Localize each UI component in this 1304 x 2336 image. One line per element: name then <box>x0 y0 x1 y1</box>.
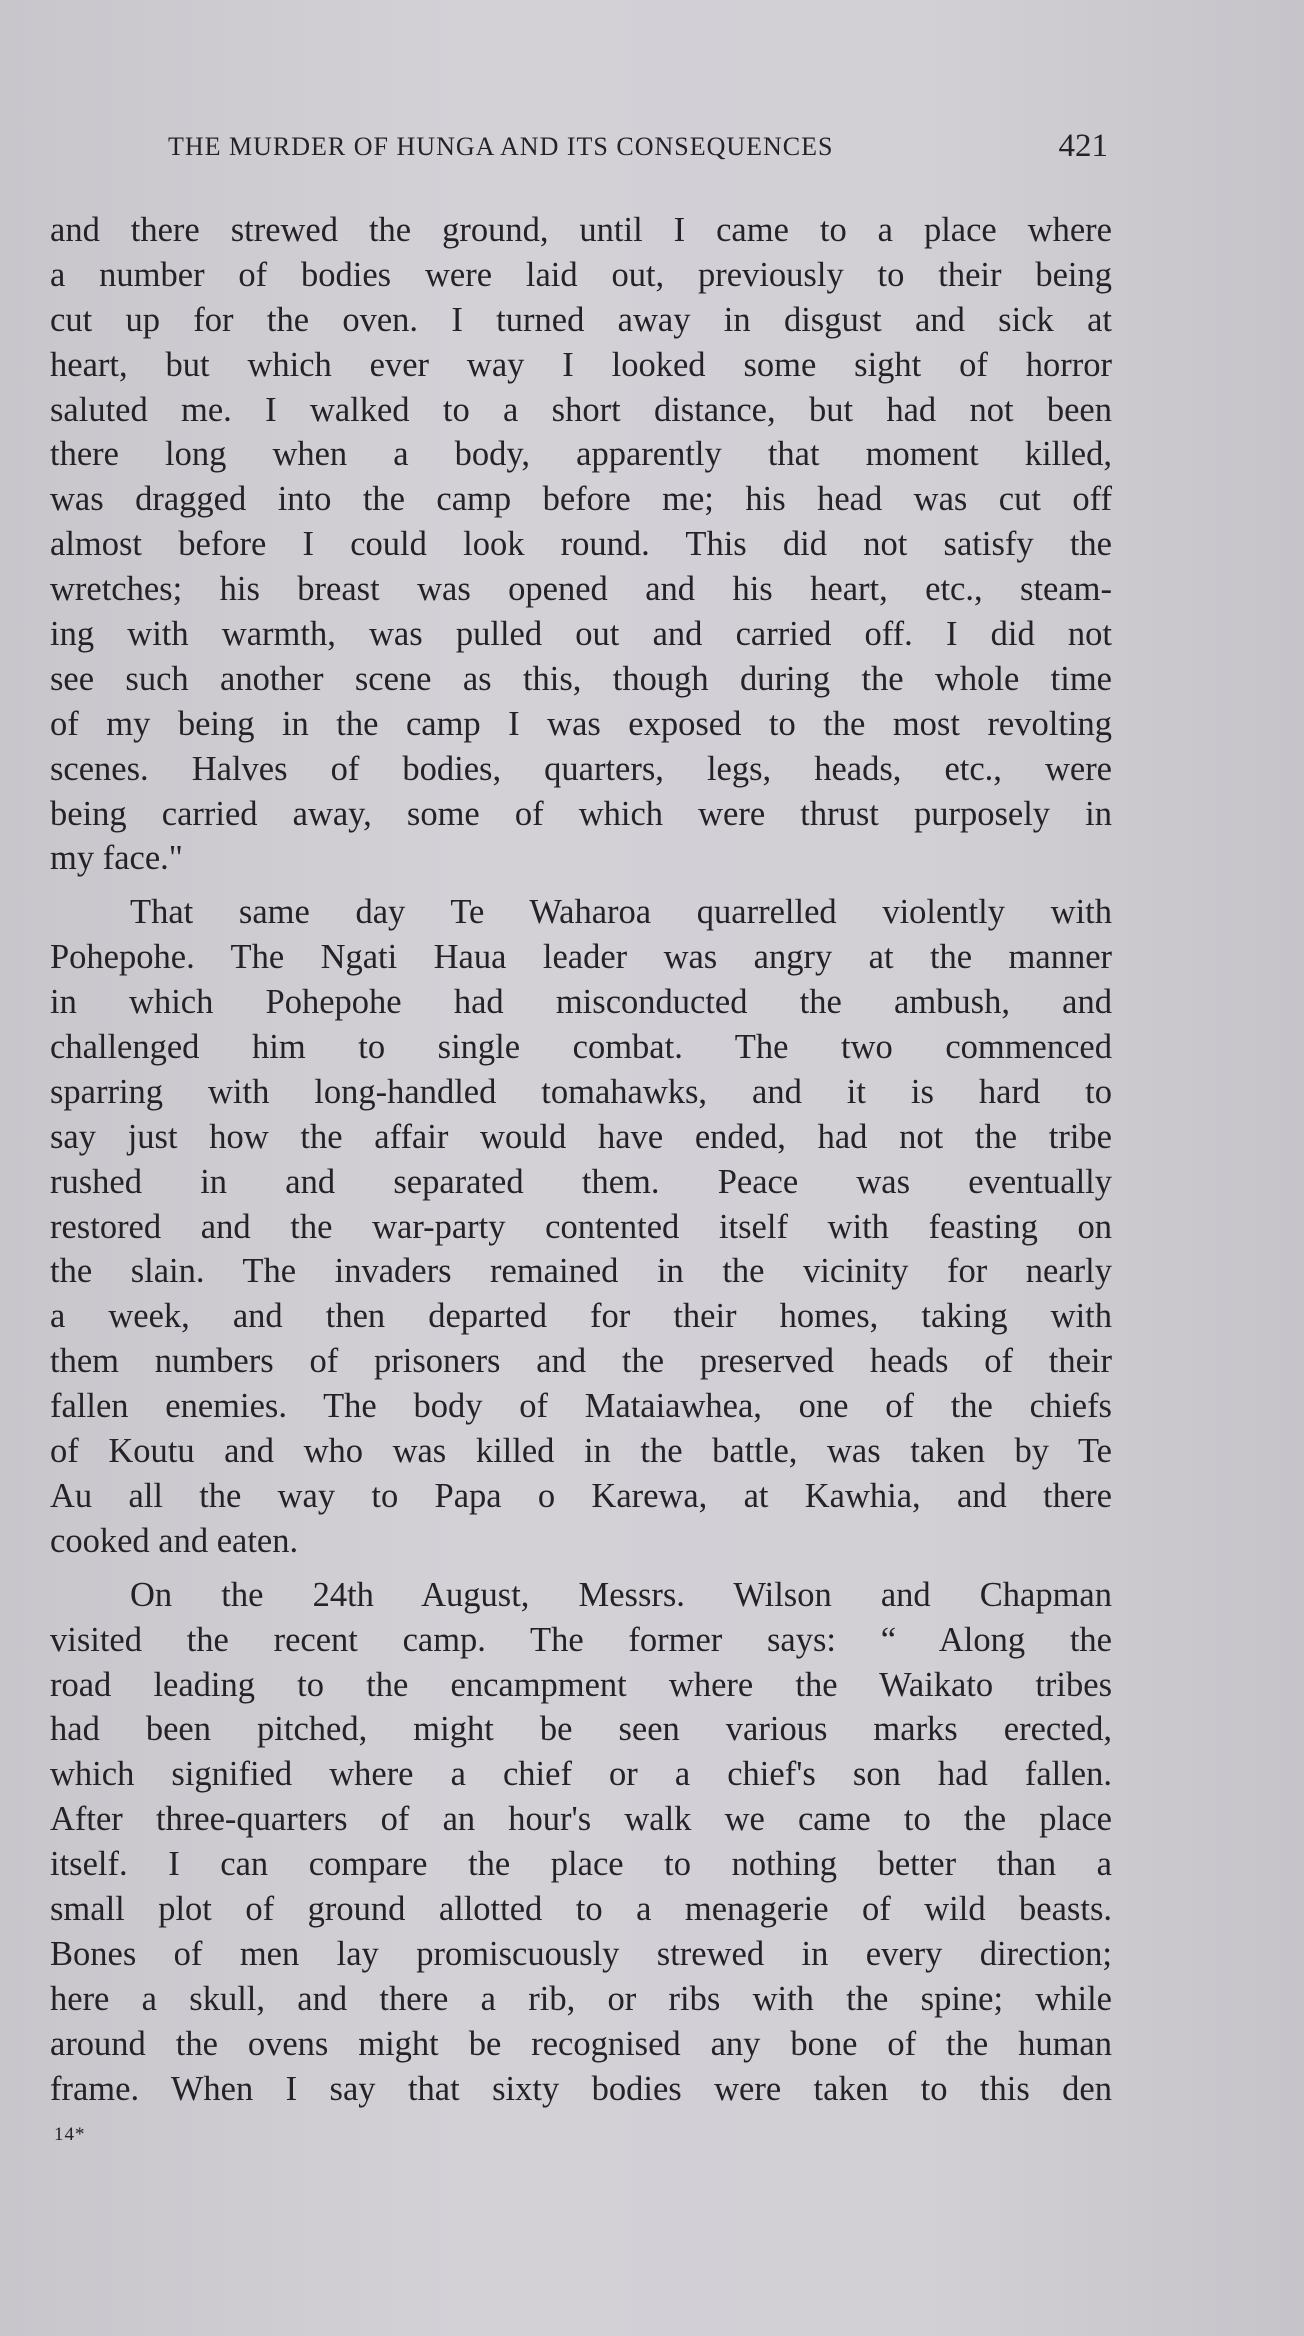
text-line: of my being in the camp I was exposed to the most revolting <box>50 704 1112 743</box>
text-line: small plot of ground allotted to a menagerie of wild beasts. <box>50 1889 1112 1928</box>
text-line: a number of bodies were laid out, previously to their being <box>50 255 1112 294</box>
text-line: of Koutu and who was killed in the battle, was taken by Te <box>50 1432 1112 1471</box>
text-line: sparring with long-handled tomahawks, and it is hard to <box>50 1072 1112 1111</box>
paragraph-2 <box>50 890 1112 1563</box>
text-line: After three-quarters of an hour's walk we came to the place <box>50 1800 1112 1839</box>
text-line: saluted me. I walked to a short distance, but had not been <box>50 390 1112 429</box>
body-text <box>50 208 1112 2111</box>
text-line: say just how the affair would have ended, had not the tribe <box>50 1117 1112 1156</box>
text-line: fallen enemies. The body of Mataiawhea, one of the chiefs <box>50 1387 1112 1426</box>
text-line: restored and the war-party contented itself with feasting on <box>50 1207 1112 1246</box>
running-title: THE MURDER OF HUNGA AND ITS CONSEQUENCES <box>168 132 834 161</box>
text-line: here a skull, and there a rib, or ribs with the spine; while <box>50 1979 1112 2018</box>
text-line: Bones of men lay promiscuously strewed in every direction; <box>50 1934 1112 1973</box>
text-line: wretches; his breast was opened and his heart, etc., steam- <box>50 570 1112 609</box>
text-line: itself. I can compare the place to nothing better than a <box>50 1845 1112 1884</box>
text-line: cut up for the oven. I turned away in disgust and sick at <box>50 300 1112 339</box>
text-line: them numbers of prisoners and the preserved heads of their <box>50 1342 1112 1381</box>
text-line: around the ovens might be recognised any bone of the human <box>50 2024 1112 2063</box>
text-line: there long when a body, apparently that moment killed, <box>50 435 1112 474</box>
paragraph-1 <box>50 208 1112 881</box>
text-line: and there strewed the ground, until I came to a place where <box>50 211 1112 249</box>
text-line: scenes. Halves of bodies, quarters, legs, heads, etc., were <box>50 749 1112 788</box>
text-line: heart, but which ever way I looked some sight of horror <box>50 345 1112 384</box>
text-line: cooked and eaten. <box>50 1521 299 1560</box>
text-line: On the 24th August, Messrs. Wilson and Chapman <box>130 1575 1112 1614</box>
text-line: frame. When I say that sixty bodies were taken to this den <box>50 2069 1112 2108</box>
text-line: in which Pohepohe had misconducted the ambush, and <box>50 983 1112 1022</box>
text-line: had been pitched, might be seen various marks erected, <box>50 1710 1112 1749</box>
text-line: almost before I could look round. This did not satisfy the <box>50 525 1112 564</box>
text-line: which signified where a chief or a chief's son had fallen. <box>50 1755 1112 1794</box>
text-line: rushed in and separated them. Peace was eventually <box>50 1162 1112 1201</box>
text-line: That same day Te Waharoa quarrelled violently with <box>130 893 1112 932</box>
text-line: ing with warmth, was pulled out and carried off. I did not <box>50 615 1112 654</box>
page-number: 421 <box>1058 128 1108 164</box>
text-line: visited the recent camp. The former says: “ Along the <box>50 1620 1112 1659</box>
text-line: Pohepohe. The Ngati Haua leader was angry at the manner <box>50 938 1112 977</box>
text-line: road leading to the encampment where the Waikato tribes <box>50 1665 1112 1704</box>
text-line: was dragged into the camp before me; his head was cut off <box>50 480 1112 519</box>
running-head <box>168 128 1108 168</box>
paragraph-3 <box>50 1573 1112 2112</box>
text-line: my face." <box>50 839 183 878</box>
text-line: Au all the way to Papa o Karewa, at Kawhia, and there <box>50 1476 1112 1515</box>
printer-signature-mark: 14* <box>54 2124 86 2145</box>
text-line: see such another scene as this, though during the whole time <box>50 659 1112 698</box>
text-line: a week, and then departed for their homes, taking with <box>50 1297 1112 1336</box>
text-line: the slain. The invaders remained in the vicinity for nearly <box>50 1252 1112 1291</box>
text-line: challenged him to single combat. The two commenced <box>50 1028 1112 1067</box>
text-line: being carried away, some of which were thrust purposely in <box>50 794 1112 833</box>
